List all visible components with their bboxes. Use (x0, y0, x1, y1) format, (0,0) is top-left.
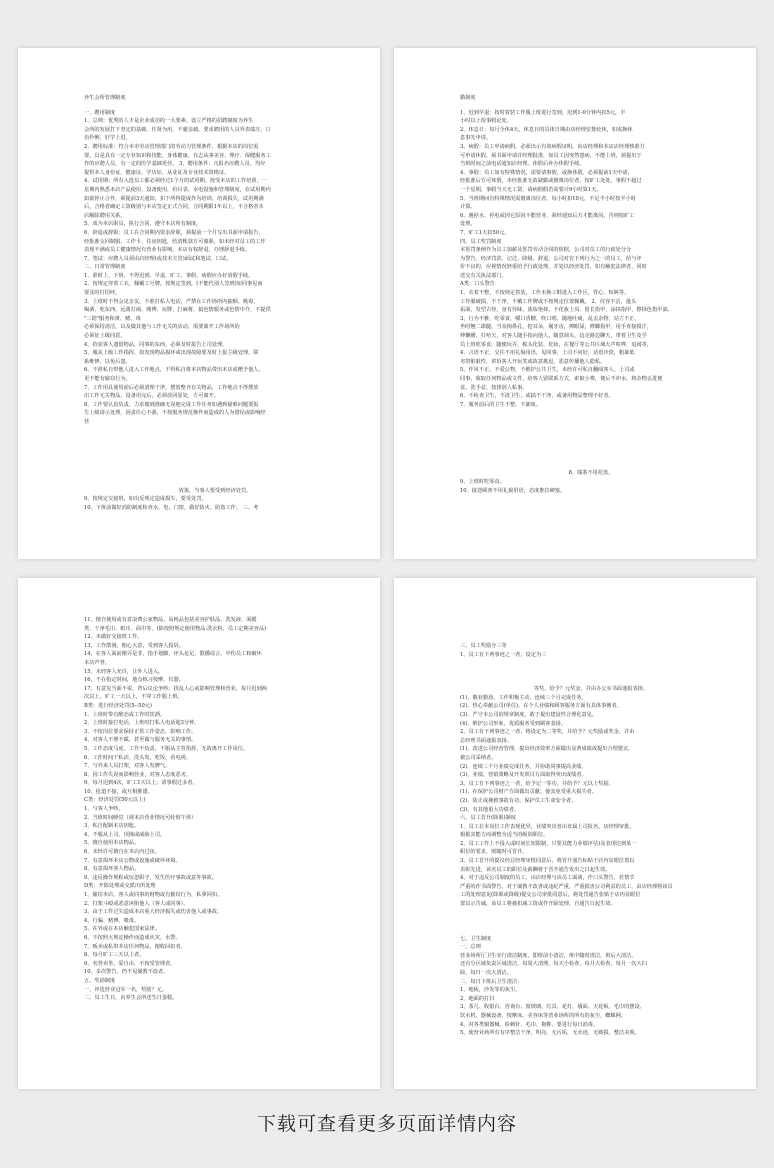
text-line: 8、有意损坏客人物品。 (84, 866, 140, 873)
text-line: 1、衣着不整，不按规定着装，工作未换工鞋进入工作区，背心、短裤等， (460, 290, 630, 297)
text-line: 店解除聘用关系。 (84, 212, 126, 219)
text-line: 被公司采纳者。 (460, 754, 497, 761)
text-line: 更不能有偷窃行为。 (84, 376, 131, 382)
text-line: 17、有意见当面不说，背后议论争吵，扰乱人心或影响管理和营业，每月迟到两 (84, 685, 267, 692)
text-line: 饮水机、器械设备、按摩床、美容床等营业场所的所有的灰尘，蜘蛛网。 (460, 1012, 627, 1019)
page-gap (84, 427, 346, 487)
text-line: 10、抢道不接，或互相推诿。 (84, 788, 153, 795)
text-line: 7、工作用具使用前后必须清理干净，摆放整齐有关物品，工作地点不得摆放 (84, 384, 259, 391)
text-line: 盆，洗手盆，按排别人私事。 (460, 384, 528, 391)
text-line: 送交有关执法部门。 (460, 272, 507, 279)
text-line: 息事先申请。 (460, 135, 492, 142)
text-line: 3、茶几、收银台、咨询台、窗玻璃、灯具、花灯、墙面、天花板、毛巾的摆设、 (460, 1004, 645, 1011)
text-line: 9、按规定交接班，如出反规定造成损失，要受处罚。 (84, 496, 207, 503)
text-line: 劣带脏脏性，讲诉客人开玩笑或故意挑逗，恶意传播他人隐私。 (460, 358, 606, 365)
text-line: 9、违反操作规程或玩忽职守，发生医疗事故或意外事故。 (84, 874, 217, 881)
text-line: 四、员工奖罚制度 (460, 238, 502, 245)
text-line: 系维修，以免后患。 (84, 358, 131, 365)
text-line: 除，每日一次大清洁。 (460, 970, 512, 976)
text-line: 等奖，给予？元奖金，并由办公室书面通报表扬。 (533, 686, 649, 693)
text-line: 6、辞退或辞职：员工在合同期内要求辞职，须提前一个月写出书面申请报告， (84, 229, 264, 236)
text-line: 7、有意损坏本店公物或设施或破坏环境。 (84, 857, 181, 864)
text-line: 告上级请示处理，因责任心不强，不按服务规范操作而造成的人为错误或影响经 (84, 410, 266, 417)
text-line: 1、上班时带有醉态或工作时饮酒。 (84, 711, 166, 718)
text-line: (2)、防止或挽救事故有功，保护员工生命安全者。 (460, 797, 577, 804)
text-line: (3)、业绩、营销策略及开发项目方面取得突出成绩者。 (460, 772, 587, 779)
text-line: 3、由于工作过失造成本店重大经济损失或伤害他人或事故。 (84, 909, 223, 916)
page-gap (460, 616, 722, 642)
text-line: 二、日常管理制度 (84, 264, 126, 271)
text-line: (2)、连续三个月业绩完成任务，并协助同事提高业绩。 (460, 763, 587, 770)
text-line: 6、不检查卫生，不清卫生，或搞不干净，或备用物品整理不好者。 (460, 393, 614, 400)
text-line: 9、上班时吃零食。 (460, 478, 505, 485)
text-line: 2、上班时接打电话，上班时打私人电话超3分钟。 (84, 720, 200, 727)
text-line: (3)、严守本公司的规章制度，敢于提出建设性合理化意见。 (460, 711, 598, 718)
text-line: 15、未经客人允许，让外人进入。 (84, 668, 164, 675)
text-line: 4、对于违反公司制度的员工，由店经理与该员工面谈，作口头警告，若情节 (460, 875, 635, 882)
text-line: 4、对各类铜器械、检刺针、毛巾、拖鞋、要进行每日消毒。 (460, 1021, 599, 1028)
text-line: 置以示告诫，该员工将被扣减工资或作开除处理，自通告日起生效。 (460, 901, 616, 908)
text-line: 营 (84, 418, 90, 425)
text-line: (2)、热心奉献公司(单位)，在个人业绩和顾客服务方面有具体事例者。 (460, 703, 622, 710)
text-line: 1、员工在本岗位工作表现优异，业绩突出者由直属上司报名，店经理审批， (460, 823, 635, 830)
download-more-caption: 下载可查看更多页面详情内容 (256, 1113, 517, 1135)
text-line: 1、地板，沙发等的灰尘。 (460, 987, 521, 994)
text-line: 7、与外来人员打架，对客人发脾气。 (84, 763, 171, 770)
text-line: 4、试用期：所有入选员工都必须经过1个月的试用期，按受本店的工作培训，一 (84, 178, 267, 185)
text-line: (1)、在保护公司财产方面做出贡献，使其免受重大损失者。 (460, 789, 598, 796)
text-line: 1、与客人争吵。 (84, 806, 124, 813)
text-line: 5、服从上级工作指挥，如发现物品损坏或出现故障要及时上报主级处理，联 (84, 350, 259, 357)
text-line: 为警告、经济罚款、记过、降级、辞退，公司对有下列行为之一的员工，给与评 (460, 255, 642, 262)
text-line: 3、员工晋升的提议经总经理审批同意后，将晋升通告标贴于店内显眼位置以 (460, 858, 635, 865)
text-line: 1、员工有下列事迹之一者，设定为三 (460, 651, 547, 658)
text-line: 效果，当事人要受到经济处罚。 (178, 487, 252, 494)
text-line: (1)、敬业勤恳，工作积极主动，连续三个月完成任务。 (460, 694, 587, 701)
text-line: 12、未做好交接班工作。 (84, 634, 143, 641)
text-line: 3、员工有下列事迹之一者，给予记一等功，并给予？元以上奖励。 (460, 780, 614, 787)
text-line: 经批准交回制服、工作卡、住房钥匙，结清帐款方可离职，如未经对员工的工作 (84, 238, 266, 245)
text-line: 7、笔试：应聘人员须由店经理(或技术主管)面试和笔试、口试。 (84, 255, 232, 262)
text-line: 5、工作态度马虎，工作不负责，不服从主管指挥，无故离开工作岗位。 (84, 745, 249, 752)
text-line: 1、偷窃本店、客人或同事的财物或有偷窃行为，私拿回扣。 (84, 892, 223, 898)
text-line: 星期内熟悉本店产品使用、设备使用，价目表、水电设施和管理制度，在试用期内 (84, 186, 271, 193)
text-line: 一、评选营业冠军一名，奖励？元。 (84, 986, 168, 993)
text-line: 表彰先进，该名员工的职位及薪酬将于晋升通告发出之日起生效。 (460, 866, 611, 873)
text-line: 8、工作要认真负责，力求做到准确无误地完成工作任务如遇到疑难问题要报 (84, 401, 259, 408)
text-line: 5、当班期间有特殊情况需擅离岗位者，每小时扣10元，不足半小时按半小时 (460, 195, 636, 202)
text-line: 3、私自配制本店钥匙。 (84, 823, 140, 830)
text-line: 总经理书面通报表扬。 (460, 737, 512, 744)
text-line: 二、员工生日，由养生会所送生日蛋糕。 (84, 995, 178, 1002)
text-line: 本惩罚条例作为员工加薪及惩罚劳动合同的依据，公司对员工的行政处分分 (460, 247, 632, 254)
document-page-4 (394, 578, 756, 1089)
text-line: 当班时间之前电话通知店经理。休假后补办休假手续。 (460, 161, 585, 168)
text-line: 6、不按照大规定操作而造成火灾、水警。 (84, 934, 181, 941)
text-line: A类：口头警告 (460, 281, 495, 288)
text-line: "三陪"服务和黄、赌、毒 (84, 315, 141, 322)
text-line: 4、拾获客人遗留物品，同事的东西，必须及时报告上司处理。 (84, 341, 228, 348)
document-page-3 (18, 578, 380, 1089)
text-line: D类：开除处理或交派出所处理 (84, 883, 156, 890)
text-line: 处理。 (460, 221, 476, 228)
text-line: 喝酒、吃东西，远离打闹、赌博、玩牌、打麻将，搞色情服务或色情中介，不提供 (84, 307, 271, 314)
text-line: 4、事假：员工如有特殊情况，需要请事假，或换休假，必须提前1天申请， (460, 169, 633, 176)
text-line: 2、打架斗殴或恶意诬陷他人（客人或同事）。 (84, 900, 189, 907)
text-line: 同事，收取任何物品或文件，给客人留联系方式，索取小费，便后不冲水，将杂物丢进便 (460, 376, 663, 382)
text-line: 坐时翘二郎腿，当众掏鼻孔，挖耳朵，剔牙齿，擦眼屎，修脚指甲，用手直接摸汗， (460, 324, 652, 331)
text-line: 2、员工有下列事迹之一者，将设定为二等奖，并给予？元奖励或奖金，并由 (460, 729, 635, 736)
page-gap (460, 909, 722, 935)
text-line: 5、使营业场所有有序整洁干净，明亮，无污垢，无水迹，无破损，整洁美观。 (460, 1030, 640, 1037)
text-line: 4、不服从上司，顶撞或威胁上司。 (84, 831, 166, 838)
text-line: 类、干净毛巾、纸巾、面巾等。(除按照规定使用物品:洗衣粉，员工定期美容品) (84, 625, 267, 632)
text-line: 6、不准私自带他人进入工作地点，不得私自将本店物品带出本店或赠予他人， (84, 367, 264, 374)
text-line: 还有分区域负责区域清洁，每周大清理，每天小检查，每月大检查，每月一次大扫 (460, 961, 647, 968)
text-line: (3)、有其他重大功绩者。 (460, 806, 520, 813)
text-line: 1、迟到早退：按时着装工作服上班进行签到，迟到1-0分钟内扣5元，半 (460, 109, 626, 116)
document-page-2 (394, 48, 756, 559)
text-line: 8、每月旷工三天以上者。 (84, 952, 145, 959)
text-line: 工的处理意见(降职或降级)提交公司审批同意后，将处罚通告张贴于店内显眼位 (460, 892, 641, 899)
text-line: 必须征上级同意。 (84, 333, 126, 340)
text-line: 10、接送顾客不用礼貌用语，态度推拉硬塞。 (460, 487, 566, 494)
text-line: 10、下班前做好消防制度检查水、电、门窗，做好防火、防盗工作。 三、考 (84, 504, 259, 511)
text-line: 营业场所厅卫生实行清洁制度，即班前小清洁，班中随时清洁，班后大清洁， (460, 952, 637, 959)
text-line: (1)、改进公司经营管理，提出经济效率方面做出显著成绩或提出合理建议， (460, 746, 634, 753)
text-line: 4、对客人不理不睬，甚至做与服务无关的事情。 (84, 737, 197, 744)
text-line: 4、行骗、赌博、吸毒。 (84, 917, 140, 924)
text-line: 1、总则：优秀的人才是企业成功的一大要素。设立严格的招聘制度为养生 (84, 118, 254, 125)
text-line: 3、不按岗位要求保持正常工作姿态，影响工作。 (84, 728, 197, 735)
text-line: 1、准时上、下班，不得迟到、早退、旷工、事假、病假应办好请假手续。 (84, 272, 254, 279)
text-line: 一个星期，事假当天无工资，请病假假若需要计9小时算1天。 (460, 186, 602, 193)
text-line: 次以上。旷工一天以上，不穿工作服上班。 (84, 694, 183, 701)
text-line: 7、旷工1天扣50元。 (460, 229, 510, 236)
text-line: 一、总则 (460, 944, 481, 951)
text-line: 3、行为不雅，吃零食，嚼口香糖，吹口哨，随地吐痰，乱丢杂物，站立不正， (460, 315, 640, 322)
text-line: C类：经济处罚(50元以上) (84, 797, 146, 804)
text-line: 5、成为本店职员，执行合同，遵守本店所有制度。 (84, 221, 202, 228)
text-line: 出工作无关物品，设备用完后，必须放回原处，方可离开。 (84, 393, 219, 400)
text-line: 价不良的，应视情况轻重给予行政处理，并处以经济处罚，如有触犯法律者，同时 (460, 264, 647, 271)
text-line: 会所的发展打下坚定的基础，任贤为用，不避亲疏，要求聘用的人员外表端庄，口 (84, 126, 271, 133)
text-line: 6、工作时间干私活、洗头发，吃饭，看电视。 (84, 754, 192, 761)
text-line: 严重的作书面警告，对于屡教不改者或违纪严重，严重损害公司利益的员工，由店经理将该员 (460, 883, 673, 890)
text-line: 伸懒腰，打哈欠，对客人随手指向他人，随意调头，边走路边聊天，带着卫生及学 (460, 333, 647, 340)
text-line: 七、卫生制度 (460, 935, 492, 942)
page-gap (460, 659, 722, 685)
text-line: 8、因工作失误而影响营业，对客人态度恶劣。 (84, 771, 192, 778)
document-page-1 (18, 48, 380, 559)
text-line: 如欲停止合作，须提前3天通知，扣下所得提成作为培训、培训损失，试用期满 (84, 195, 264, 202)
text-line: 5、擅自使用本店物品。 (84, 840, 140, 847)
text-line: 2、地面的打扫 (460, 995, 495, 1002)
text-line: 工作服破损、不干净，不戴工作牌或不按规定位置佩戴。 2、仪容不洁，蓬头 (460, 298, 637, 305)
text-line: 职位的要求，则随时可晋升。 (460, 849, 528, 856)
text-line: B类：进行经济处罚(5--50元) (84, 702, 152, 709)
text-line: 作的应聘人员，有一定的医学基础更佳。 3、聘用条件：凡报名应聘人员，均应 (84, 161, 266, 168)
text-line: 要及时打招呼。 (84, 290, 121, 297)
text-line: 7、贩卖或私带本店任何物品，擅收回扣者。 (84, 943, 186, 950)
text-line: 提供本人身份证，健康证，学历证，从业证及专业技术资格证。 (84, 169, 230, 176)
text-line: 3、上班时不得会见亲友，不准打私人电话，严禁在工作场所内抽烟、吸毒、 (84, 298, 259, 305)
page-title: 养生会所管理制度 (84, 95, 126, 101)
text-line: 9、名誉卖拳，爱自由，不按受管理者。 (84, 960, 176, 967)
text-line: 六、员工晋升(降职)制度 (460, 815, 516, 822)
text-line: 小时以上按事假论处。 (460, 118, 512, 125)
text-line: 本店声誉。 (84, 659, 110, 666)
text-line: 3、病假：员工申请病假，必须出示有效病假证明，由店经理和本店店经理核准方 (460, 143, 645, 150)
text-line: 根据其能力而调整为适当的级别职位。 (460, 832, 549, 839)
text-line: 2、员工工作上不投入或时间长短限制，只要其能力业绩评估)及表现达到某一 (460, 840, 637, 847)
text-line: 9、每月迟到4次，旷工1天以上，请事假过多者。 (84, 780, 198, 787)
text-line: 可申请休假，须书面申请并经理批准，如员工因突然患病，不能上班，须提出于 (460, 152, 642, 159)
text-line: 5、在外或在本店触犯国家法律。 (84, 926, 160, 933)
text-line: 7、服务前后的卫生不整，不卸妆。 (460, 401, 542, 408)
text-line: (4)、维护公司形象，优质服务受到顾客表扬。 (460, 720, 566, 727)
text-line: 2、当值时间睡觉（视本店营业情况可轮值午休） (84, 814, 197, 821)
text-line: 五、奖励制度 (84, 977, 116, 984)
text-line: 14、在客人面前搬弄是非，指手划脚，评头论足，散播谣言，中伤员工和破坏 (84, 651, 262, 658)
text-line: 员上班吃零食，随便玩弄，梳头化装、化妆，在餐厅等公共区域大声喧哗、追闹等， (460, 341, 652, 348)
text-line: 计算。 (460, 204, 476, 211)
text-line: 表现不满或员工健康情况有营业有影响，本店有权辞退，办理辞退手续。 (84, 247, 251, 254)
text-line: 13、工作散漫，粗心大意，受到客人投诉。 (84, 642, 184, 649)
text-line: 垢面，发型古怪，身有异味，浓妆艳抹，不化妆上岗、留长指甲，涂抹指甲、擦抹色指甲油。 (460, 307, 673, 314)
text-line: 要，具是具有一定专业知识和技能，身体健康，有志从事美容、理疗、保健服务工 (84, 152, 271, 159)
text-line: 6、未经许可擅自在本店内过夜。 (84, 849, 160, 856)
text-line: 必须保持清洁，以及做其他与工作无关的活动，需要离开工作场所的 (84, 324, 240, 331)
page-gap (460, 409, 722, 469)
text-line: 4、言语不正，交往不用礼貌用语，见同事，上司不问好，话语冷淡，粗暴低 (460, 350, 635, 357)
text-line: 二、每日下班后卫生清洁： (460, 978, 523, 985)
text-line: 8、端茶不用托盘。 (568, 470, 614, 477)
text-line: 后，合格者确定工资级别与本店签定正式合同，合同期限1年以上，不合格者本 (84, 204, 264, 211)
text-line: 齿伶俐，好学上进。 (84, 135, 131, 142)
text-line: 5、作风不正，不爱公物，不维护公共卫生，未经许可私自翻阅客人、上司或 (460, 367, 635, 374)
text-line: 一、聘用制度 (84, 109, 116, 116)
text-line: 2、休息日：每月全休4天，休息日的具体日期由店经理安排轮休，如需换休 (460, 126, 633, 133)
page-title: 勤制度 (460, 95, 476, 101)
text-line: 2、聘用标准：符合本市劳动管理部门的劳动力管理条件，根据本店的岗位需 (84, 143, 259, 150)
text-line: 6、遇停水、停电或因它原因不能营业，须经通知后方才能离岗，否则按旷工 (460, 212, 635, 219)
text-line: 10、多次警告，仍不见屡教不改者。 (84, 969, 169, 976)
text-line: 三、员工奖励分三等 (460, 643, 507, 649)
text-line: 16、不在指定时间，地点练习按摩，仪器。 (84, 677, 184, 684)
text-line: 经批准后方可休假，未经批准无故缺勤或擅离岗位者，按旷工处处，事假不超过 (460, 178, 642, 185)
text-line: 2、按规定穿着工衣，佩戴工号牌，按规定签到，(不能代别人签到)如同事见而 (84, 281, 263, 288)
text-line: 11、擅自使用或有意浪费公家物品，易耗品包括美容护肤品、洗发液、面膜 (84, 617, 257, 623)
